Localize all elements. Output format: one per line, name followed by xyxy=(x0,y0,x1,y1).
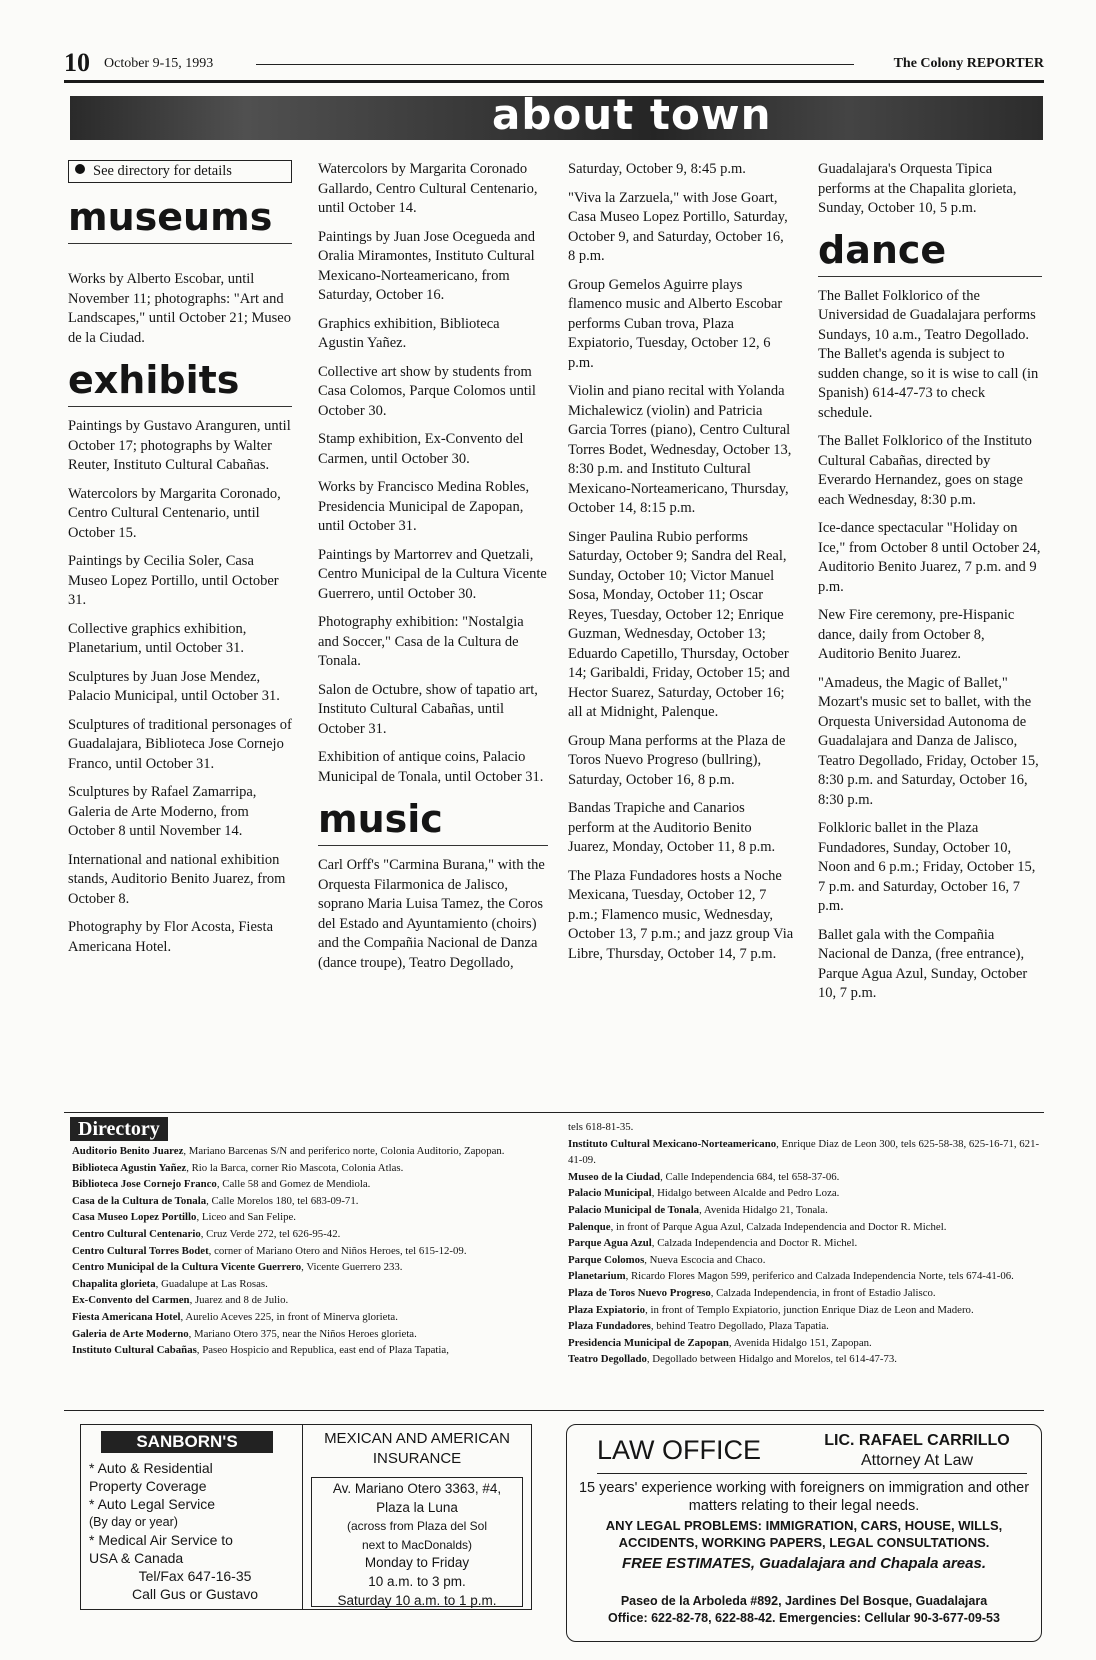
header-rule xyxy=(256,64,854,65)
directory-entry xyxy=(72,1176,538,1193)
ad-line: * Auto Legal Service xyxy=(89,1496,216,1512)
directory-entry-name: Centro Cultural Torres Bodet xyxy=(72,1244,209,1257)
listing-item: Paintings by Cecilia Soler, Casa Museo Lopez Portillo, until October 31. xyxy=(68,553,279,608)
directory-entry xyxy=(568,1185,1040,1202)
directory-entry-details: , Ricardo Flores Magon 599, periferico and Calzada Independencia Norte, tels 674-41-06. xyxy=(625,1270,1014,1283)
listing-item: "Viva la Zarzuela," with Jose Goart, Casa Museo Lopez Portillo, Saturday, October 9, and Saturday, October 16, 8 p.m. xyxy=(568,189,788,264)
dance-list xyxy=(818,287,1042,1004)
heading-exhibits: exhibits xyxy=(68,358,292,407)
listing-item: Watercolors by Margarita Coronado, Centro Cultural Centenario, until October 15. xyxy=(68,485,281,541)
publication-name: The Colony REPORTER xyxy=(893,56,1044,71)
directory-entry-details: , behind Teatro Degollado, Plaza Tapatia. xyxy=(650,1320,829,1333)
bullet-icon xyxy=(75,164,85,174)
ad-line: Call Gus or Gustavo xyxy=(131,1586,259,1602)
directory-entry-name: Plaza Expiatorio xyxy=(568,1303,646,1316)
ad-line: 10 a.m. to 3 pm. xyxy=(368,1573,466,1589)
directory-entry-details: , Paseo Hospicio and Republica, east end of Plaza Tapatia, xyxy=(196,1344,449,1357)
directory-title: Directory xyxy=(70,1117,168,1141)
law-experience: 15 years' experience working with foreigners on immigration and other matters relating to their legal needs. xyxy=(578,1480,1030,1514)
lawyer-role: Attorney At Law xyxy=(860,1452,974,1469)
listing-item: Sculptures by Juan Jose Mendez, Palacio Municipal, until October 31. xyxy=(68,668,280,704)
directory-entry xyxy=(568,1252,1040,1269)
lawyer-name-block xyxy=(817,1431,1017,1471)
listing-item: Bandas Trapiche and Canarios perform at the Auditorio Benito Juarez, Monday, October 11, 8 p.m. xyxy=(568,800,776,855)
listing-item: Paintings by Gustavo Aranguren, until October 17; photographs by Walter Reuter, Instituto Cultural Cabañas. xyxy=(68,418,291,473)
directory-entry-name: Plaza de Toros Nuevo Progreso xyxy=(568,1286,711,1299)
listing-item: Collective art show by students from Casa Colomos, Parque Colomos until October 30. xyxy=(318,363,536,419)
listing-item: Group Gemelos Aguirre plays flamenco music and Alberto Escobar performs Cuban trova, Plaza Expiatorio, Tuesday, October 12, 6 p.m. xyxy=(568,276,783,371)
ad-line: Property Coverage xyxy=(89,1478,207,1494)
listing-item: Photography by Flor Acosta, Fiesta Americana Hotel. xyxy=(68,919,274,955)
directory-entry xyxy=(568,1285,1040,1302)
sanborns-title: SANBORN'S xyxy=(101,1431,273,1453)
listing-item: Paintings by Juan Jose Ocegueda and Oralia Miramontes, Instituto Cultural Mexicano-Norteamericano, from Saturday, October 16. xyxy=(318,228,536,303)
directory-entry-details: , corner of Mariano Otero and Niños Heroes, tel 615-12-09. xyxy=(208,1244,467,1257)
directory-entry-name: Teatro Degollado xyxy=(568,1353,647,1366)
music-list xyxy=(318,856,548,973)
directory-entry xyxy=(72,1226,538,1243)
insurance-details xyxy=(311,1477,523,1607)
directory-entry xyxy=(568,1268,1040,1285)
directory-entry-details: , Calle Independencia 684, tel 658-37-06. xyxy=(660,1170,840,1183)
listing-item: Saturday, October 9, 8:45 p.m. xyxy=(568,161,746,177)
directory-entry-name: Biblioteca Agustin Yañez xyxy=(72,1161,187,1174)
listing-item: Stamp exhibition, Ex-Convento del Carmen, until October 30. xyxy=(318,431,524,467)
ad-line: Av. Mariano Otero 3363, #4, xyxy=(332,1481,502,1496)
heading-music: music xyxy=(318,797,548,846)
directory-entry xyxy=(568,1202,1040,1219)
listing-item: Guadalajara's Orquesta Tipica performs at the Chapalita glorieta, Sunday, October 10, 5 p.m. xyxy=(818,161,1017,216)
directory-entry-details: , Calzada Independencia, in front of Estadio Jalisco. xyxy=(710,1286,936,1299)
column-3 xyxy=(568,160,794,973)
museums-list xyxy=(68,270,292,348)
listing-item: Group Mana performs at the Plaza de Toros Nuevo Progreso (bullring), Saturday, October 16, 8 p.m. xyxy=(568,732,786,788)
directory-entry-name: Presidencia Municipal de Zapopan xyxy=(568,1336,729,1349)
directory-entry-details: , in front of Templo Expiatorio, junction Enrique Diaz de Leon and Madero. xyxy=(645,1303,974,1316)
directory-entry xyxy=(72,1326,538,1343)
ad-line: Saturday 10 a.m. to 1 p.m. xyxy=(337,1592,497,1608)
listing-item: Singer Paulina Rubio performs Saturday, October 9; Sandra del Real, Sunday, October 10; Victor Manuel Sosa, Monday, October 11; Oscar Reyes, Tuesday, October 12; Enrique Guzman, Wednesday, October 13; Eduardo Capetillo, Thursday, October 14; Garibaldi, Friday, October 15; and Hector Suarez, Saturday, October 16; all at Midnight, Palenque. xyxy=(568,528,790,720)
directory-entry xyxy=(568,1302,1040,1319)
banner-title: about town xyxy=(492,90,772,139)
directory-entry-details: tels 618-81-35. xyxy=(568,1121,634,1133)
listing-item: Photography exhibition: "Nostalgia and Soccer," Casa de la Cultura de Tonala. xyxy=(318,614,524,669)
listing-item: Sculptures by Rafael Zamarripa, Galeria de Arte Moderno, from October 8 until November 14. xyxy=(68,784,257,839)
listing-item: Paintings by Martorrev and Quetzali, Centro Municipal de la Cultura Vicente Guerrero, until October 30. xyxy=(318,546,547,602)
exhibits-list xyxy=(68,417,292,957)
directory-entry-details: , Avenida Hidalgo 21, Tonala. xyxy=(699,1203,828,1216)
directory-entry xyxy=(72,1292,538,1309)
law-address: Paseo de la Arboleda #892, Jardines Del Bosque, Guadalajara xyxy=(620,1594,988,1608)
directory-entry xyxy=(72,1309,538,1326)
listing-item: Exhibition of antique coins, Palacio Municipal de Tonala, until October 31. xyxy=(318,749,544,785)
directory-entry xyxy=(568,1219,1040,1236)
directory-entry-details: , Liceo and San Felipe. xyxy=(196,1211,296,1224)
page-number: 10 xyxy=(64,48,90,77)
directory-entry xyxy=(568,1119,1040,1136)
directory-entry-name: Instituto Cultural Mexicano-Norteamericano xyxy=(568,1137,777,1150)
directory-entry-name: Centro Cultural Centenario xyxy=(72,1227,201,1240)
listing-item: Watercolors by Margarita Coronado Gallardo, Centro Cultural Centenario, until October 14. xyxy=(318,161,538,216)
listing-item: Graphics exhibition, Biblioteca Agustin Yañez. xyxy=(318,315,500,351)
ad-line: next to MacDonalds) xyxy=(361,1537,473,1552)
page-header xyxy=(64,46,1044,76)
listing-item: International and national exhibition stands, Auditorio Benito Juarez, from October 8. xyxy=(68,851,286,907)
directory-entry-name: Auditorio Benito Juarez xyxy=(72,1145,184,1157)
lawyer-name: LIC. RAFAEL CARRILLO xyxy=(824,1432,1010,1449)
directory-entry-details: , Juarez and 8 de Julio. xyxy=(189,1294,289,1307)
listing-item: The Plaza Fundadores hosts a Noche Mexicana, Tuesday, October 12, 7 p.m.; Flamenco music, Wednesday, October 13, 7 p.m.; and jazz group Via Libre, Thursday, October 14, 7 p.m. xyxy=(568,867,794,962)
ad-line: * Medical Air Service to xyxy=(89,1532,233,1548)
ad-line: Plaza la Luna xyxy=(376,1499,458,1515)
directory-box xyxy=(64,1112,1044,1411)
directory-entry-name: Palacio Municipal xyxy=(568,1187,652,1200)
directory-entry-details: , Degollado between Hidalgo and Morelos, tel 614-47-73. xyxy=(646,1353,897,1366)
directory-entry-name: Palenque xyxy=(568,1220,611,1233)
directory-entry xyxy=(72,1209,538,1226)
see-directory-text: See directory for details xyxy=(93,163,232,179)
directory-entry-details: , Enrique Diaz de Leon 300, tels 625-58-38, 625-16-71, 621-41-09. xyxy=(568,1137,1040,1167)
listing-item: Works by Alberto Escobar, until November 11; photographs: "Art and Landscapes," until October 21; Museo de la Ciudad. xyxy=(68,271,291,346)
directory-entry-details: , Avenida Hidalgo 151, Zapopan. xyxy=(728,1336,872,1349)
directory-entry xyxy=(568,1169,1040,1186)
column-4 xyxy=(818,160,1042,1013)
ad-line: (By day or year) xyxy=(89,1515,178,1529)
directory-entry xyxy=(568,1318,1040,1335)
directory-entry-name: Casa Museo Lopez Portillo xyxy=(72,1211,197,1224)
directory-entry-details: , Cruz Verde 272, tel 626-95-42. xyxy=(200,1227,341,1240)
directory-entry-details: , Calle 58 and Gomez de Mendiola. xyxy=(216,1178,371,1191)
listing-item: The Ballet Folklorico of the Universidad de Guadalajara performs Sundays, 10 a.m., Teatro Degollado. The Ballet's agenda is subject to sudden change, so it is wise to call (in Spanish) 614-47-73 to check schedule. xyxy=(818,287,1039,421)
directory-entry-name: Fiesta Americana Hotel xyxy=(72,1310,181,1323)
directory-entry xyxy=(568,1235,1040,1252)
law-address-block xyxy=(575,1593,1033,1627)
directory-entry xyxy=(72,1143,538,1160)
directory-entry-details: , Calle Morelos 180, tel 683-09-71. xyxy=(206,1194,359,1207)
directory-entry-details: , Vicente Guerrero 233. xyxy=(301,1261,403,1274)
listing-item: Collective graphics exhibition, Planetarium, until October 31. xyxy=(68,620,247,656)
directory-entry-details: , Guadalupe at Las Rosas. xyxy=(155,1277,268,1290)
ad-line: * Auto & Residential xyxy=(89,1460,213,1476)
ad-line: (across from Plaza del Sol xyxy=(346,1519,488,1534)
law-problems: ANY LEGAL PROBLEMS: IMMIGRATION, CARS, HOUSE, WILLS, ACCIDENTS, WORKING PAPERS, LEGAL CONSULTATIONS. xyxy=(605,1518,1003,1550)
exhibits-list-continued xyxy=(318,160,548,787)
directory-right-column xyxy=(568,1119,1040,1368)
directory-entry xyxy=(72,1160,538,1177)
listing-item: "Amadeus, the Magic of Ballet," Mozart's music set to ballet, with the Orquesta Universidad Autonoma de Guadalajara and Danza de Jalisco, Teatro Degollado, Friday, October 15, 8:30 p.m. and Saturday, October 16, 8:30 p.m. xyxy=(818,674,1039,808)
directory-entry-name: Biblioteca Jose Cornejo Franco xyxy=(72,1178,217,1191)
directory-entry xyxy=(72,1193,538,1210)
heading-museums: museums xyxy=(68,195,292,244)
directory-entry-name: Palacio Municipal de Tonala xyxy=(568,1203,700,1216)
listing-item: Salon de Octubre, show of tapatio art, Instituto Cultural Cabañas, until October 31. xyxy=(318,681,538,737)
directory-entry-details: , in front of Parque Agua Azul, Calzada Independencia and Doctor R. Michel. xyxy=(610,1220,947,1233)
issue-date: October 9-15, 1993 xyxy=(104,56,214,71)
listing-item: Carl Orff's "Carmina Burana," with the Orquesta Filarmonica de Jalisco, soprano Maria Luisa Tamez, the Coros del Estado and Ayuntamiento (choirs) and the Compañia Nacional de Danza (dance troupe), Teatro Degollado, xyxy=(318,857,545,971)
directory-entry xyxy=(72,1342,538,1359)
listing-item: Ice-dance spectacular "Holiday on Ice," from October 8 until October 24, Auditorio Benito Juarez, 7 p.m. and 9 p.m. xyxy=(818,520,1041,595)
insurance-ad xyxy=(302,1424,532,1610)
directory-entry-details: , Hidalgo between Alcalde and Pedro Loza. xyxy=(651,1187,840,1200)
header-thick-rule xyxy=(64,80,1044,83)
law-office-phones: Office: 622-82-78, 622-88-42. Emergencies: Cellular 90-3-677-09-53 xyxy=(608,1611,1000,1625)
directory-entry-details: , Mariano Barcenas S/N and periferico norte, Colonia Auditorio, Zapopan. xyxy=(183,1145,505,1157)
listing-item: Sculptures of traditional personages of Guadalajara, Biblioteca Jose Cornejo Franco, until October 31. xyxy=(68,716,292,772)
insurance-title: MEXICAN AND AMERICAN INSURANCE xyxy=(324,1430,510,1467)
directory-entry-name: Planetarium xyxy=(568,1270,626,1283)
directory-entry-name: Parque Colomos xyxy=(568,1253,645,1266)
listing-item: Works by Francisco Medina Robles, Presidencia Municipal de Zapopan, until October 31. xyxy=(318,479,530,534)
directory-entry-name: Centro Municipal de la Cultura Vicente Guerrero xyxy=(72,1261,302,1274)
heading-dance: dance xyxy=(818,228,1042,277)
column-1 xyxy=(68,160,292,966)
directory-entry-name: Galeria de Arte Moderno xyxy=(72,1327,189,1340)
directory-entry-name: Instituto Cultural Cabañas xyxy=(72,1344,197,1357)
directory-entry-name: Parque Agua Azul xyxy=(568,1237,652,1250)
directory-entry-name: Casa de la Cultura de Tonala xyxy=(72,1194,207,1207)
law-office-ad xyxy=(566,1424,1042,1642)
directory-entry-name: Museo de la Ciudad xyxy=(568,1170,661,1183)
ad-line: Tel/Fax 647-16-35 xyxy=(138,1568,252,1584)
directory-entry-name: Ex-Convento del Carmen xyxy=(72,1294,190,1307)
directory-entry xyxy=(72,1259,538,1276)
directory-entry-name: Plaza Fundadores xyxy=(568,1320,651,1333)
directory-entry xyxy=(568,1136,1040,1169)
law-free-estimates: FREE ESTIMATES, Guadalajara and Chapala areas. xyxy=(621,1555,986,1572)
sanborns-ad xyxy=(80,1424,303,1610)
music-list-continued xyxy=(568,160,794,964)
law-office-title: LAW OFFICE xyxy=(597,1435,762,1465)
directory-entry xyxy=(72,1243,538,1260)
listing-item: Violin and piano recital with Yolanda Michalewicz (violin) and Patricia Garcia Torres (piano), Centro Cultural Torres Bodet, Wednesday, October 13, 8:30 p.m. and Instituto Cultural Mexicano-Norteamericano, Thursday, October 14, 8:15 p.m. xyxy=(568,383,792,516)
directory-entry-details: , Calzada Independencia and Doctor R. Michel. xyxy=(651,1237,858,1250)
section-banner xyxy=(70,90,1043,140)
column-2 xyxy=(318,160,548,982)
listing-item: Ballet gala with the Compañia Nacional de Danza, (free entrance), Parque Agua Azul, Sunday, October 10, 7 p.m. xyxy=(818,926,1028,1001)
directory-entry-details: , Mariano Otero 375, near the Niños Heroes glorieta. xyxy=(188,1327,417,1340)
directory-entry-details: , Rio la Barca, corner Rio Mascota, Colonia Atlas. xyxy=(186,1161,404,1174)
directory-entry-details: , Nueva Escocia and Chaco. xyxy=(644,1253,766,1266)
directory-entry xyxy=(568,1351,1040,1368)
listing-item: The Ballet Folklorico of the Instituto Cultural Cabañas, directed by Everardo Hernandez, goes on stage each Wednesday, 8:30 p.m. xyxy=(818,433,1032,508)
music-list-end xyxy=(818,160,1042,219)
directory-entry xyxy=(568,1335,1040,1352)
law-divider xyxy=(597,1473,1027,1474)
ad-line: USA & Canada xyxy=(89,1550,184,1566)
directory-entry-details: , Aurelio Aceves 225, in front of Minerva glorieta. xyxy=(180,1310,398,1323)
see-directory-box xyxy=(68,160,292,183)
directory-entry-name: Chapalita glorieta xyxy=(72,1277,156,1290)
listing-item: New Fire ceremony, pre-Hispanic dance, daily from October 8, Auditorio Benito Juarez. xyxy=(818,607,1015,662)
ad-line: Monday to Friday xyxy=(364,1555,470,1571)
directory-entry xyxy=(72,1276,538,1293)
directory-left-column xyxy=(72,1143,538,1359)
listing-item: Folkloric ballet in the Plaza Fundadores, Sunday, October 10, Noon and 6 p.m.; Friday, October 15, 7 p.m. and Saturday, October 16, 7 p.m. xyxy=(818,820,1036,914)
